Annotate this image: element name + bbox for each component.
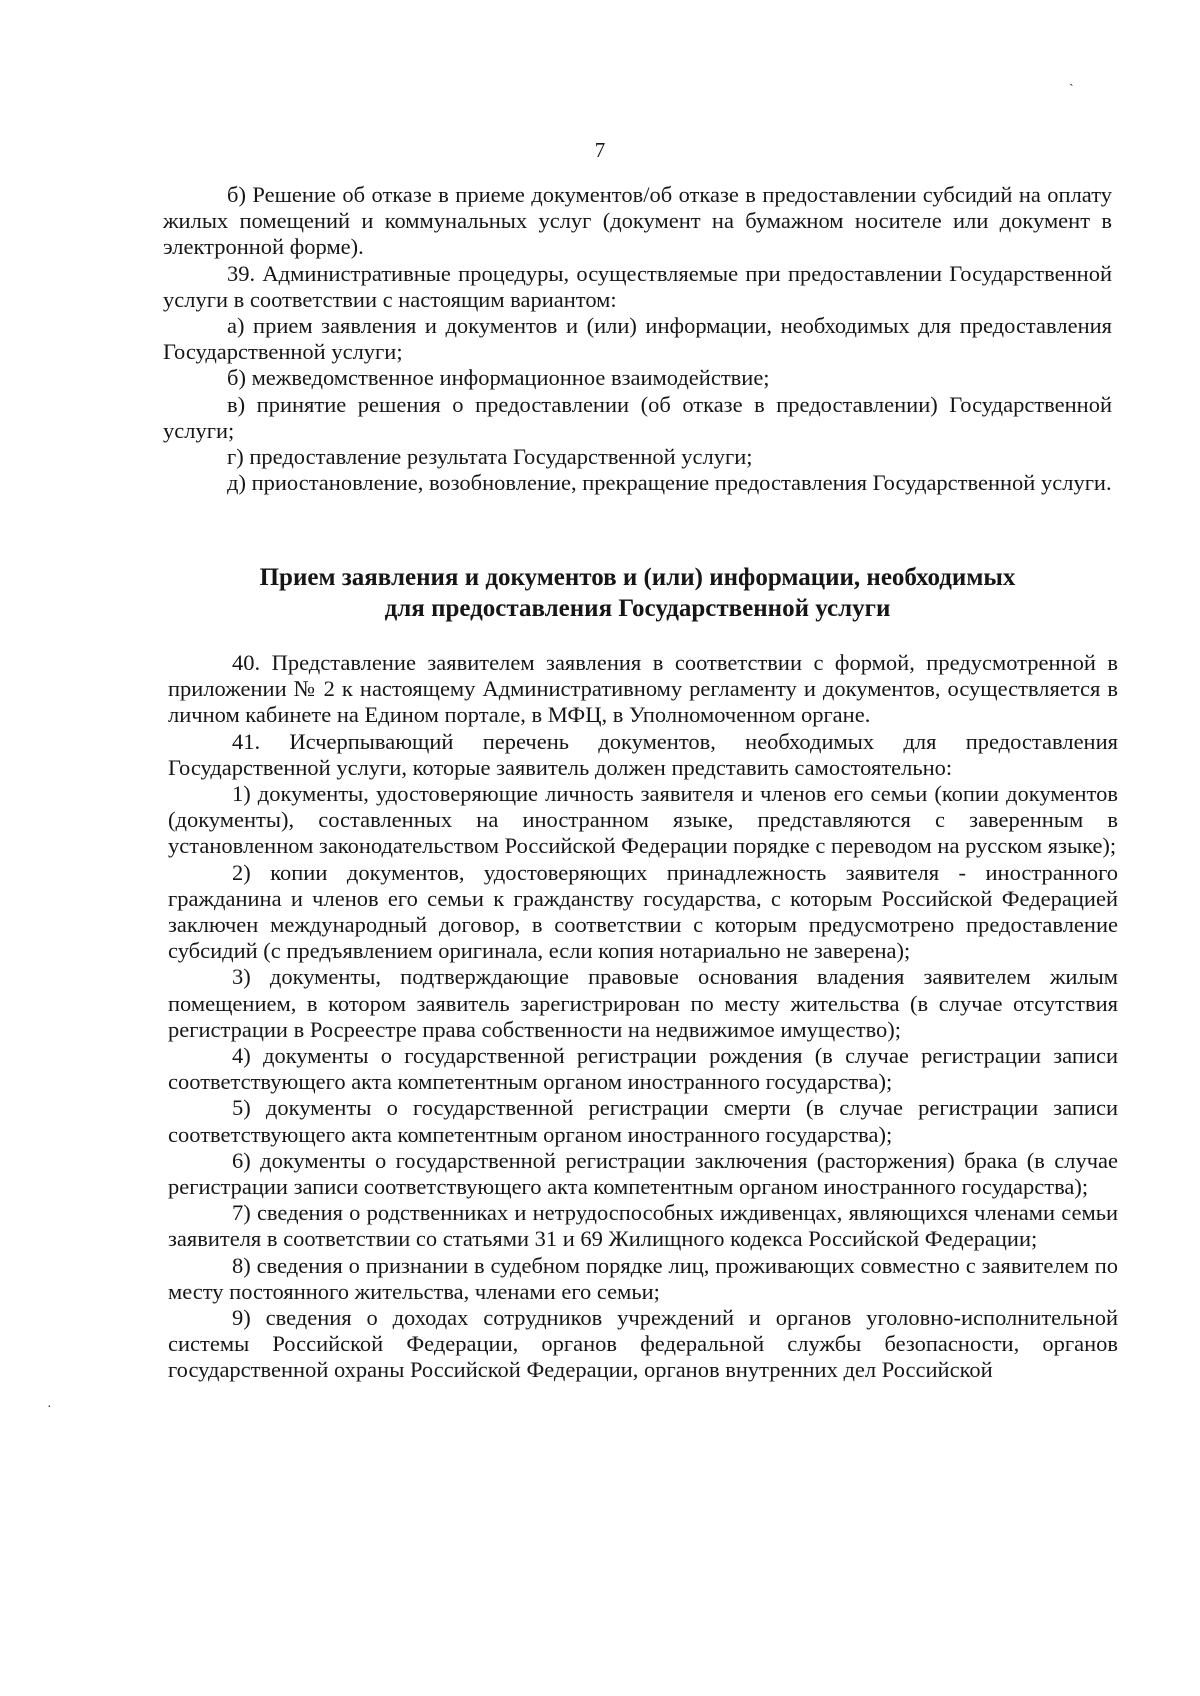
paragraph: а) прием заявления и документов и (или) информации, необходимых для предоставления Государственной услуги;: [163, 313, 1112, 365]
list-item: 4) документы о государственной регистрации рождения (в случае регистрации записи соответствующего акта компетентным органом иностранного государства);: [168, 1043, 1118, 1095]
paragraph: 40. Представление заявителем заявления в соответствии с формой, предусмотренной в приложении № 2 к настоящему Административному регламенту и документов, осуществляется в личном кабинете на Едином портале, в МФЦ, в Уполномоченном органе.: [168, 650, 1118, 728]
list-item: 9) сведения о доходах сотрудников учреждений и органов уголовно-исполнительной системы Российской Федерации, органов федеральной службы безопасности, органов государственной охраны Российской Федерации, органов внутренних дел Российской: [168, 1305, 1118, 1383]
scan-mark: ·: [47, 1400, 52, 1415]
list-item: 8) сведения о признании в судебном порядке лиц, проживающих совместно с заявителем по месту постоянного жительства, членами его семьи;: [168, 1252, 1118, 1304]
documents-section: [168, 650, 1118, 1384]
section-heading-line: для предоставления Государственной услуги: [384, 595, 891, 622]
list-item: 3) документы, подтверждающие правовые основания владения заявителем жилым помещением, в котором заявитель зарегистрирован по месту жительства (в случае отсутствия регистрации в Росреестре права собственности на недвижимое имущество);: [168, 964, 1118, 1042]
list-item: 5) документы о государственной регистрации смерти (в случае регистрации записи соответствующего акта компетентным органом иностранного государства);: [168, 1095, 1118, 1147]
paragraph: г) предоставление результата Государственной услуги;: [227, 444, 753, 470]
paragraph: б) межведомственное информационное взаимодействие;: [227, 365, 770, 391]
list-item: 6) документы о государственной регистрации заключения (расторжения) брака (в случае регистрации записи соответствующего акта компетентным органом иностранного государства);: [168, 1147, 1118, 1200]
paragraph: 39. Административные процедуры, осуществляемые при предоставлении Государственной услуги в соответствии с настоящим вариантом:: [163, 260, 1112, 312]
list-item: 2) копии документов, удостоверяющих принадлежность заявителя - иностранного гражданина и членов его семьи к гражданству государства, с которым Российской Федерацией заключен международный договор, в соответствии с которым предусмотрено предоставление субсидий (с предъявлением оригинала, если копия нотариально не заверена);: [168, 859, 1118, 964]
paragraph: в) принятие решения о предоставлении (об отказе в предоставлении) Государственной услуги;: [163, 391, 1112, 443]
section-heading-line: Прием заявления и документов и (или) информации, необходимых: [259, 564, 1016, 591]
page-number: 7: [594, 138, 606, 162]
paragraph: б) Решение об отказе в приеме документов/об отказе в предоставлении субсидий на оплату жилых помещений и коммунальных услуг (документ на бумажном носителе или документ в электронной форме).: [163, 182, 1112, 260]
scan-mark: ˎ: [1069, 72, 1074, 87]
paragraph: д) приостановление, возобновление, прекращение предоставления Государственной услуги.: [227, 470, 1112, 496]
list-item: 1) документы, удостоверяющие личность заявителя и членов его семьи (копии документов (документы), составленных на иностранном языке, представляются с заверенным в установленном законодательством Российской Федерации порядке с переводом на русском языке);: [168, 781, 1118, 859]
intro-section: [163, 182, 1112, 496]
section-heading: [163, 562, 1112, 624]
list-item: 7) сведения о родственниках и нетрудоспособных иждивенцах, являющихся членами семьи заявителя в соответствии со статьями 31 и 69 Жилищного кодекса Российской Федерации;: [168, 1200, 1118, 1252]
paragraph: 41. Исчерпывающий перечень документов, необходимых для предоставления Государственной услуги, которые заявитель должен представить самостоятельно:: [168, 728, 1118, 780]
